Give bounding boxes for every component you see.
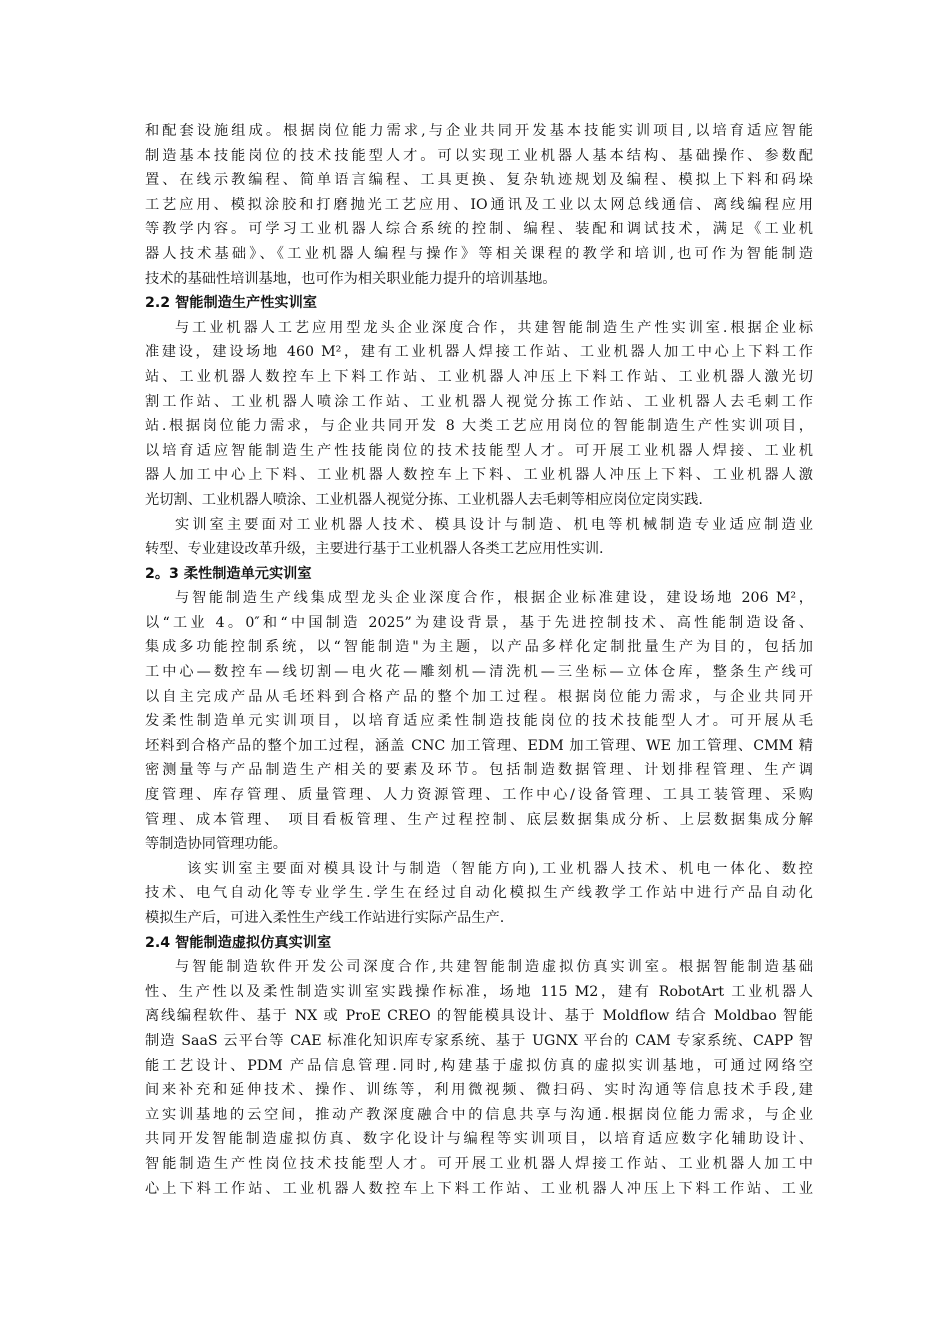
text-line: 以培育适应智能制造生产性技能岗位的技术技能型人才。可开展工业机器人焊接、工业机: [145, 442, 813, 459]
text-line: 站.根据岗位能力需求，与企业共同开发 8 大类工艺应用岗位的智能制造生产性实训项目，: [145, 418, 813, 435]
text-line: 技术、电气自动化等专业学生.学生在经过自动化模拟生产线教学工作站中进行产品自动化: [145, 885, 813, 902]
text-line: 置、在线示教编程、简单语言编程、工具更换、复杂轨迹规划及编程、模拟上下料和码垛: [145, 172, 813, 189]
paragraph-intro: [145, 119, 813, 291]
text-line: 坯料到合格产品的整个加工过程，涵盖 CNC 加工管理、EDM 加工管理、WE 加工管理、CMM 精: [145, 737, 813, 754]
text-line: 模拟生产后，可进入柔性生产线工作站进行实际产品生产.: [145, 910, 505, 926]
text-line: 离线编程软件、基于 NX 或 ProE CREO 的智能模具设计、基于 Moldflow 结合 Moldbao 智能: [145, 1008, 813, 1025]
text-line: 实训室主要面对工业机器人技术、模具设计与制造、机电等机械制造专业适应制造业: [175, 516, 813, 533]
text-line: 等教学内容。可学习工业机器人综合系统的控制、编程、装配和调试技术，满足《工业机: [145, 221, 813, 238]
text-line: 站、工业机器人数控车上下料工作站、工业机器人冲压上下料工作站、工业机器人激光切: [145, 368, 813, 385]
paragraph-2-2-a: [145, 316, 813, 513]
text-line: 技术的基础性培训基地，也可作为相关职业能力提升的培训基地。: [145, 270, 557, 287]
text-line: 密测量等与产品制造生产相关的要素及环节。包括制造数据管理、计划排程管理、生产调: [145, 762, 813, 779]
section-heading-2-4: 2.4 智能制造虚拟仿真实训室: [145, 934, 332, 951]
paragraph-2-3-a: [145, 586, 813, 857]
section-heading-2-2: 2.2 智能制造生产性实训室: [145, 295, 317, 312]
text-line: 以自主完成产品从毛坯料到合格产品的整个加工过程。根据岗位能力需求，与企业共同开: [145, 688, 813, 705]
text-line: 共同开发智能制造虚拟仿真、数字化设计与编程等实训项目，以培育适应数字化辅助设计、: [145, 1131, 813, 1148]
text-line: 智能制造生产性岗位技术技能型人才。可开展工业机器人焊接工作站、工业机器人加工中: [145, 1155, 813, 1172]
text-line: 与智能制造生产线集成型龙头企业深度合作，根据企业标准建设，建设场地 206 M²，: [175, 590, 813, 607]
text-line: 该实训室主要面对模具设计与制造（智能方向),工业机器人技术、机电一体化、数控: [187, 860, 813, 877]
paragraph-2-3-b: [145, 857, 813, 931]
text-line: 立实训基地的云空间，推动产教深度融合中的信息共享与沟通.根据岗位能力需求，与企业: [145, 1106, 813, 1123]
text-line: 以“工业 4。0″和“中国制造 2025”为建设背景，基于先进控制技术、高性能制造设备、: [145, 614, 813, 631]
text-line: 转型、专业建设改革升级，主要进行基于工业机器人各类工艺应用性实训.: [145, 541, 604, 558]
text-line: 器人技术基础》、《工业机器人编程与操作》等相关课程的教学和培训,也可作为智能制造: [145, 245, 813, 262]
text-line: 准建设，建设场地 460 M²，建有工业机器人焊接工作站、工业机器人加工中心上下料工作: [145, 344, 813, 361]
text-line: 能工艺设计、PDM 产品信息管理.同时,构建基于虚拟仿真的虚拟实训基地，可通过网络空: [145, 1057, 813, 1074]
text-line: 度管理、库存管理、质量管理、人力资源管理、工作中心/设备管理、工具工装管理、采购: [145, 787, 813, 804]
paragraph-2-2-b: [145, 513, 813, 562]
text-line: 与工业机器人工艺应用型龙头企业深度合作，共建智能制造生产性实训室.根据企业标: [175, 319, 813, 336]
text-line: 割工作站、工业机器人喷涂工作站、工业机器人视觉分拣工作站、工业机器人去毛刺工作: [145, 393, 813, 410]
text-line: 制造基本技能岗位的技术技能型人才。可以实现工业机器人基本结构、基础操作、参数配: [145, 147, 813, 164]
text-line: 等制造协同管理功能。: [145, 836, 287, 853]
text-line: 间来补充和延伸技术、操作、训练等，利用微视频、微扫码、实时沟通等信息技术手段,建: [145, 1082, 813, 1099]
text-line: 发柔性制造单元实训项目，以培育适应柔性制造技能岗位的技术技能型人才。可开展从毛: [145, 713, 813, 730]
text-line: 工中心—数控车—线切割—电火花—雕刻机—清洗机—三坐标—立体仓库，整条生产线可: [145, 664, 813, 681]
text-line: 心上下料工作站、工业机器人数控车上下料工作站、工业机器人冲压上下料工作站、工业: [145, 1180, 813, 1197]
text-line: 光切割、工业机器人喷涂、工业机器人视觉分拣、工业机器人去毛刺等相应岗位定岗实践.: [145, 491, 703, 508]
text-line: 器人加工中心上下料、工业机器人数控车上下料、工业机器人冲压上下料、工业机器人激: [145, 467, 813, 484]
text-line: 与智能制造软件开发公司深度合作,共建智能制造虚拟仿真实训室。根据智能制造基础: [175, 959, 813, 976]
section-heading-2-3: 2。3 柔性制造单元实训室: [145, 565, 312, 582]
text-line: 工艺应用、模拟涂胶和打磨抛光工艺应用、IO通讯及工业以太网总线通信、离线编程应用: [145, 196, 813, 213]
text-line: 集成多功能控制系统，以“智能制造"为主题，以产品多样化定制批量生产为目的，包括加: [145, 639, 813, 656]
text-line: 和配套设施组成。根据岗位能力需求,与企业共同开发基本技能实训项目,以培育适应智能: [145, 123, 813, 139]
text-line: 性、生产性以及柔性制造实训室实践操作标准，场地 115 M2，建有 RobotArt 工业机器人: [145, 983, 813, 1000]
text-line: 管理、成本管理、 项目看板管理、生产过程控制、底层数据集成分析、上层数据集成分解: [145, 811, 813, 828]
text-line: 制造 SaaS 云平台等 CAE 标准化知识库专家系统、基于 UGNX 平台的 CAM 专家系统、CAPP 智: [145, 1032, 813, 1049]
paragraph-2-4-a: [145, 955, 813, 1201]
document-page: [145, 119, 813, 1201]
